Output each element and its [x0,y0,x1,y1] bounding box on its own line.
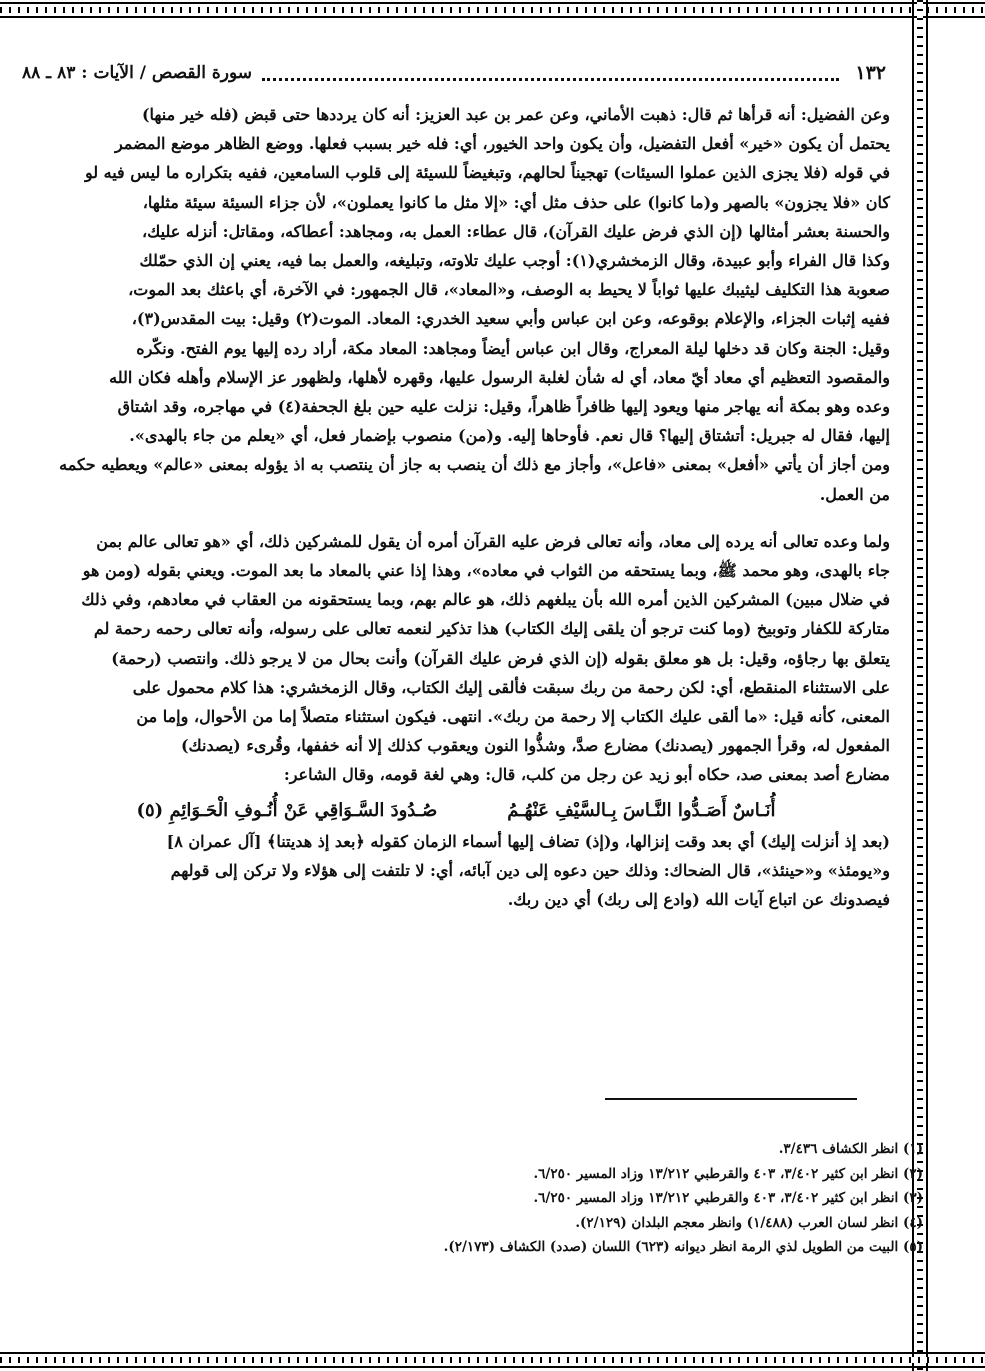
body-line: والمقصود التعظيم أي معاد أيّ معاد، أي له شأن لغلبة الرسول عليها، وقهره لأهلها، ولظهور عز الإسلام وأهله فكان الله [109,367,890,387]
body-text [22,100,890,914]
body-line: وعده وهو بمكة أنه يهاجر منها ويعود إليها ظافراً ظاهراً، وقيل: نزلت عليه حين بلغ الجحفة(٤) في مهاجره، وقد اشتاق [117,397,890,417]
body-line: وعن الفضيل: أنه قرأها ثم قال: ذهبت الأماني، وعن عمر بن عبد العزيز: أنه كان يرددها حتى قبض (فله خير منها) [141,105,890,124]
body-line: إليها، فقال له جبريل: أتشتاق إليها؟ قال نعم. فأوحاها إليه. و(من) منصوب بإضمار فعل، أي «يعلم من جاء بالهدى». [129,426,890,446]
body-line: وقيل: الجنة وكان قد دخلها ليلة المعراج، وقال ابن عباس أيضاً ومجاهد: المعاد مكة، أراد رده إليها يوم الفتح. ونكّره [136,338,890,358]
footnote: (٤) انظر لسان العرب (١/٤٨٨) وانظر معجم البلدان (٢/١٢٩). [575,1214,923,1231]
page-number: ١٣٢ [855,62,886,84]
header-leader-dots [262,66,839,81]
page-header [22,56,886,90]
body-line: صعوبة هذا التكليف ليثيبك عليها ثواباً لا يحيط به الوصف، و«المعاد»، قال الجمهور: في الآخرة، أي باعثك بعد الموت، [128,280,890,300]
body-line: ففيه إثبات الجزاء، والإعلام بوقوعه، وعن ابن عباس وأبي سعيد الخدري: المعاد. الموت(٢) وقيل: بيت المقدس(٣)، [131,309,890,329]
footnote: (٣) انظر ابن كثير ٣/٤٠٢، ٤٠٣ والقرطبي ١٣/٢١٢ وزاد المسير ٦/٢٥٠. [533,1190,923,1206]
body-line: في ضلال مبين) المشركين الذين أمره الله بأن يبلغهم ذلك، هو عالم بهم، وبما يستحقونه من العقاب في معادهم، وفي ذلك [81,590,890,610]
body-line: مضارع أصد بمعنى صد، حكاه أبو زيد عن رجل من كلب، قال: وهي لغة قومه، وقال الشاعر: [283,765,890,785]
body-line: المفعول له، وقرأ الجمهور (يصدنك) مضارع صدَّ، وشذُّوا النون ويعقوب كذلك إلا أنه خففها، وقُرىء (يصدنك) [180,736,890,756]
body-line: يحتمل أن يكون «خير» أفعل التفضيل، وأن يكون واحد الخيور، أي: فله خير بسبب فعلها. ووضع الظاهر موضع المضمر [114,134,890,154]
body-line: ومن أجاز أن يأتي «أفعل» بمعنى «فاعل»، وأجاز مع ذلك أن ينصب به جاز أن ينتصب به اذ يؤوله بمعنى «عالم» ويعطيه حكمه [59,455,890,475]
body-line: (بعد إذ أنزلت إليك) أي بعد وقت إنزالها، و(إذ) تضاف إليها أسماء الزمان كقوله ﴿بعد إذ هديتنا﴾ [آل عمران ٨] [166,831,890,851]
paragraph-gap [22,509,890,527]
verse-first-hemistich: أُنَـاسٌ أَصَـدُّوا النَّـاسَ بِـالسَّيْفِ عَنْهُـمُ [507,799,776,821]
body-line: والحسنة بعشر أمثالها (إن الذي فرض عليك القرآن)، قال عطاء: العمل به، ومجاهد: أعطاكه، ومقاتل: أنزله عليك، [141,221,890,241]
ornamental-border-top [0,2,985,18]
body-line: جاء بالهدى، وهو محمد ﷺ، وبما يستحقه من الثواب في معاده»، وهذا إذا عني بالمعاد ما بعد الموت. ويعني بقوله (ومن هو [82,561,890,581]
body-line: ولما وعده تعالى أنه يرده إلى معاد، وأنه تعالى فرض عليه القرآن أمره أن يقول للمشركين ذلك، أي «هو تعالى عالم بمن [96,531,890,551]
body-line: متاركة للكفار وتوبيخ (وما كنت ترجو أن يلقى إليك الكتاب) هذا تذكير لنعمه تعالى على رسوله، وأنه تعالى رحمه رحمة لم [93,619,890,639]
footnotes [143,1137,923,1260]
verse-second-hemistich: صُـدُودَ السَّـوَاقِي عَنْ أُنُـوفِ الْحَـوَائِمِ (٥) [136,799,438,821]
footnote: (٢) انظر ابن كثير ٣/٤٠٢، ٤٠٣ والقرطبي ١٣/٢١٢ وزاد المسير ٦/٢٥٠. [533,1165,923,1182]
footnote: (١) انظر الكشاف ٣/٤٣٦. [778,1141,923,1157]
body-line: على الاستثناء المنقطع، أي: لكن رحمة من ربك سبقت فألقى إليك الكتاب، وقال الزمخشري: هذا كلام محمول على [132,677,890,697]
body-line: يتعلق بها رجاؤه، وقيل: بل هو معلق بقوله (إن الذي فرض عليك القرآن) وأنت بحال من لا يرجو ذلك. وانتصب (رحمة) [111,648,890,668]
poetry-verse [22,796,890,825]
header-title: سورة القصص / الآيات : ٨٣ ـ ٨٨ [22,63,252,83]
body-line: المعنى، كأنه قيل: «ما ألقى عليك الكتاب إلا رحمة من ربك». انتهى. فيكون استثناء متصلاً إما من الأحوال، وإما من [136,707,890,727]
body-line: من العمل. [819,484,890,504]
body-line: و«يومئذ» و«حينئذ»، قال الضحاك: وذلك حين دعوه إلى دين آبائه، أي: لا تلتفت إلى هؤلاء ولا تركن إلى قولهم [170,861,890,881]
body-line: في قوله (فلا يجزى الذين عملوا السيئات) تهجيناً لحالهم، وتبغيضاً للسيئة إلى قلوب السامعين، ففيه بتكراره ما ليس فيه لو [84,163,890,183]
ornamental-border-bottom [0,1352,985,1368]
body-line: كان «فلا يجزون» بالصهر و(ما كانوا) على حذف مثل أي: «إلا مثل ما كانوا يعملون»، لأن جزاء السيئة سيئة مثلها، [142,192,890,212]
body-line: فيصدونك عن اتباع آيات الله (وادع إلى ربك) أي دين ربك. [507,890,890,910]
body-line: وكذا قال الفراء وأبو عبيدة، وقال الزمخشري(١): أوجب عليك تلاوته، وتبليغه، والعمل بما فيه، يعني إن الذي حمّلك [139,251,890,271]
footnote-separator [605,1098,857,1100]
footnote: (٥) البيت من الطويل لذي الرمة انظر ديوانه (٦٢٣) اللسان (صدد) الكشاف (٢/١٧٣). [443,1239,923,1255]
